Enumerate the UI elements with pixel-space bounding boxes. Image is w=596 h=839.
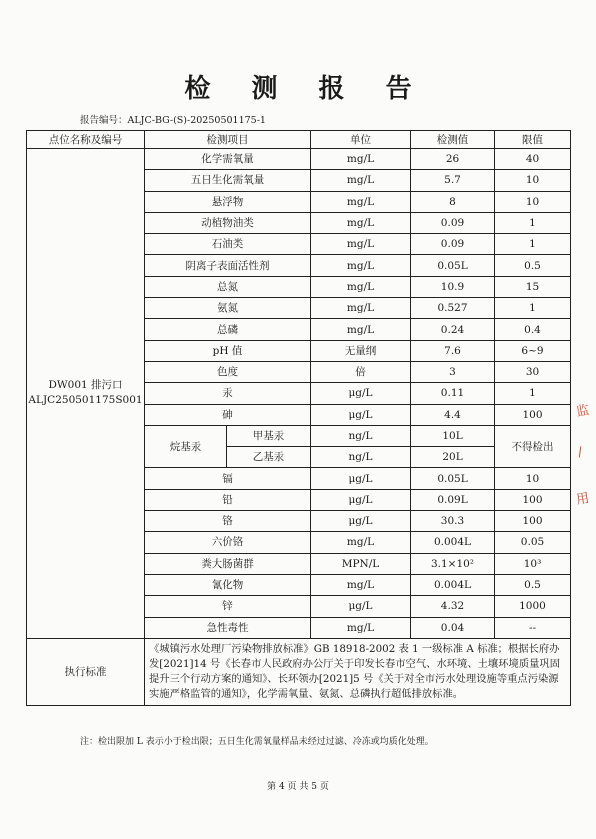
unit-cell: mg/L bbox=[311, 617, 411, 638]
unit-cell: mg/L bbox=[311, 574, 411, 595]
limit-cell: -- bbox=[495, 617, 571, 638]
item-cell: 铅 bbox=[145, 489, 311, 510]
limit-cell: 40 bbox=[495, 149, 571, 170]
value-cell: 0.09L bbox=[411, 489, 495, 510]
limit-cell: 1000 bbox=[495, 596, 571, 617]
header-point: 点位名称及编号 bbox=[27, 131, 145, 149]
unit-cell: mg/L bbox=[311, 234, 411, 255]
limit-cell: 0.5 bbox=[495, 255, 571, 276]
value-cell: 7.6 bbox=[411, 340, 495, 361]
limit-cell: 30 bbox=[495, 361, 571, 382]
limit-cell: 6~9 bbox=[495, 340, 571, 361]
limit-cell: 100 bbox=[495, 511, 571, 532]
standard-text-cell: 《城镇污水处理厂污染物排放标准》GB 18918-2002 表 1 一级标准 A 标准；根据长府办发[2021]14 号《长春市人民政府办公厅关于印发长春市空气、水环境、土壤环境质量巩固提升三个行动方案的通知》、长环领办[2021]5 号《关于对全市污水处理设施等重点污染源实施严格监管的通知》，化学需氧量、氨氮、总磷执行超低排放标准。 bbox=[145, 638, 571, 705]
limit-cell: 100 bbox=[495, 404, 571, 425]
seal-stamp bbox=[574, 400, 596, 530]
item-cell: 氨氮 bbox=[145, 298, 311, 319]
value-cell: 3 bbox=[411, 361, 495, 382]
page-number: 第 4 页 共 5 页 bbox=[267, 782, 329, 792]
value-cell: 0.09 bbox=[411, 212, 495, 233]
item-cell: 化学需氧量 bbox=[145, 149, 311, 170]
item-cell: 砷 bbox=[145, 404, 311, 425]
unit-cell: μg/L bbox=[311, 383, 411, 404]
limit-cell: 0.4 bbox=[495, 319, 571, 340]
item-cell: 汞 bbox=[145, 383, 311, 404]
item-cell: 镉 bbox=[145, 468, 311, 489]
limit-cell: 0.5 bbox=[495, 574, 571, 595]
unit-cell: mg/L bbox=[311, 170, 411, 191]
value-cell: 10L bbox=[411, 425, 495, 446]
unit-cell: mg/L bbox=[311, 191, 411, 212]
limit-cell: 1 bbox=[495, 298, 571, 319]
unit-cell: 无量纲 bbox=[311, 340, 411, 361]
table-row bbox=[27, 149, 571, 170]
stamp-char-2: / bbox=[576, 444, 584, 461]
value-cell: 20L bbox=[411, 447, 495, 468]
limit-cell: 10³ bbox=[495, 553, 571, 574]
item-cell: 乙基汞 bbox=[227, 447, 311, 468]
limit-cell: 10 bbox=[495, 170, 571, 191]
alkyl-mercury-group-cell: 烷基汞 bbox=[145, 425, 227, 468]
unit-cell: μg/L bbox=[311, 511, 411, 532]
limit-cell: 1 bbox=[495, 212, 571, 233]
limit-cell: 1 bbox=[495, 383, 571, 404]
limit-cell: 100 bbox=[495, 489, 571, 510]
limit-cell: 10 bbox=[495, 468, 571, 489]
point-name: DW001 排污口 bbox=[48, 379, 123, 392]
limit-cell: 0.05 bbox=[495, 532, 571, 553]
header-limit: 限值 bbox=[495, 131, 571, 149]
unit-cell: μg/L bbox=[311, 596, 411, 617]
unit-cell: μg/L bbox=[311, 404, 411, 425]
value-cell: 0.05L bbox=[411, 255, 495, 276]
item-cell: 氰化物 bbox=[145, 574, 311, 595]
page-title: 检 测 报 告 bbox=[184, 74, 428, 104]
item-cell: 五日生化需氧量 bbox=[145, 170, 311, 191]
results-table bbox=[26, 130, 571, 706]
stamp-char-3: 用 bbox=[575, 490, 591, 508]
sampling-point-cell bbox=[27, 149, 145, 639]
value-cell: 30.3 bbox=[411, 511, 495, 532]
value-cell: 0.09 bbox=[411, 234, 495, 255]
table-header-row bbox=[27, 131, 571, 149]
unit-cell: mg/L bbox=[311, 298, 411, 319]
limit-cell: 不得检出 bbox=[495, 425, 571, 468]
value-cell: 0.004L bbox=[411, 532, 495, 553]
value-cell: 0.04 bbox=[411, 617, 495, 638]
item-cell: 铬 bbox=[145, 511, 311, 532]
value-cell: 3.1×10² bbox=[411, 553, 495, 574]
header-unit: 单位 bbox=[311, 131, 411, 149]
limit-cell: 1 bbox=[495, 234, 571, 255]
header-value: 检测值 bbox=[411, 131, 495, 149]
item-cell: 急性毒性 bbox=[145, 617, 311, 638]
point-code: ALJC250501175S001 bbox=[28, 394, 143, 407]
item-cell: 动植物油类 bbox=[145, 212, 311, 233]
limit-cell: 15 bbox=[495, 276, 571, 297]
item-cell: 锌 bbox=[145, 596, 311, 617]
unit-cell: ng/L bbox=[311, 447, 411, 468]
unit-cell: mg/L bbox=[311, 319, 411, 340]
unit-cell: mg/L bbox=[311, 276, 411, 297]
item-cell: 甲基汞 bbox=[227, 425, 311, 446]
standard-label-cell: 执行标准 bbox=[27, 638, 145, 705]
unit-cell: mg/L bbox=[311, 149, 411, 170]
item-cell: 粪大肠菌群 bbox=[145, 553, 311, 574]
value-cell: 0.004L bbox=[411, 574, 495, 595]
value-cell: 0.05L bbox=[411, 468, 495, 489]
item-cell: pH 值 bbox=[145, 340, 311, 361]
value-cell: 10.9 bbox=[411, 276, 495, 297]
item-cell: 阴离子表面活性剂 bbox=[145, 255, 311, 276]
unit-cell: 倍 bbox=[311, 361, 411, 382]
value-cell: 0.527 bbox=[411, 298, 495, 319]
limit-cell: 10 bbox=[495, 191, 571, 212]
header-item: 检测项目 bbox=[145, 131, 311, 149]
value-cell: 4.32 bbox=[411, 596, 495, 617]
item-cell: 六价铬 bbox=[145, 532, 311, 553]
unit-cell: μg/L bbox=[311, 468, 411, 489]
item-cell: 总氮 bbox=[145, 276, 311, 297]
value-cell: 0.11 bbox=[411, 383, 495, 404]
value-cell: 5.7 bbox=[411, 170, 495, 191]
footnote: 注：检出限加 L 表示小于检出限；五日生化需氧量样品未经过过滤、冷冻或均质化处理。 bbox=[80, 737, 434, 747]
unit-cell: mg/L bbox=[311, 212, 411, 233]
unit-cell: ng/L bbox=[311, 425, 411, 446]
item-cell: 总磷 bbox=[145, 319, 311, 340]
item-cell: 色度 bbox=[145, 361, 311, 382]
value-cell: 26 bbox=[411, 149, 495, 170]
stamp-char-1: 监 bbox=[575, 402, 591, 420]
value-cell: 0.24 bbox=[411, 319, 495, 340]
unit-cell: mg/L bbox=[311, 532, 411, 553]
unit-cell: MPN/L bbox=[311, 553, 411, 574]
unit-cell: mg/L bbox=[311, 255, 411, 276]
unit-cell: μg/L bbox=[311, 489, 411, 510]
value-cell: 8 bbox=[411, 191, 495, 212]
standard-row bbox=[27, 638, 571, 705]
value-cell: 4.4 bbox=[411, 404, 495, 425]
item-cell: 悬浮物 bbox=[145, 191, 311, 212]
report-number: 报告编号：ALJC-BG-(S)-20250501175-1 bbox=[80, 115, 266, 126]
item-cell: 石油类 bbox=[145, 234, 311, 255]
